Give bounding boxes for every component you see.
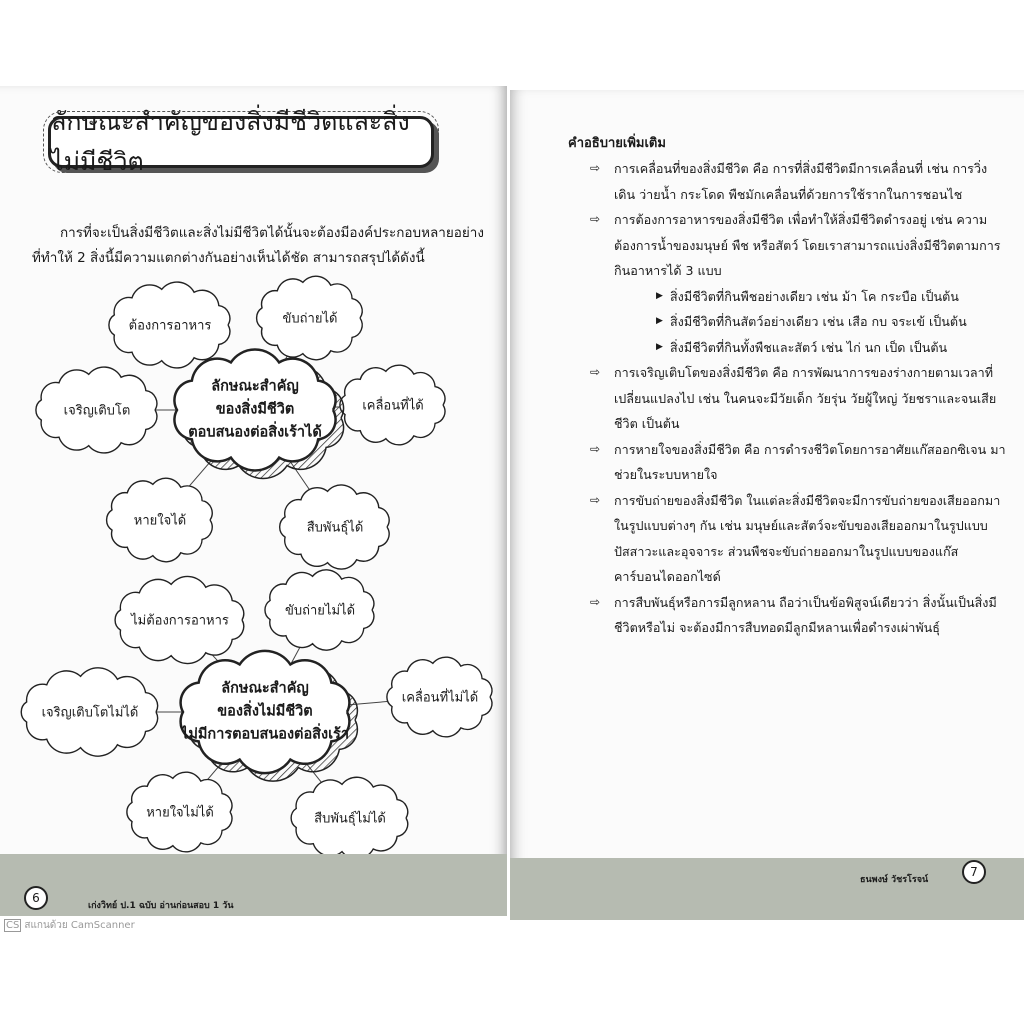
triangle-right-icon: ▶	[656, 316, 663, 326]
right-arrow-outline-icon: ⇨	[590, 441, 601, 456]
cloud-node: สืบพันธุ์ไม่ได้	[314, 811, 386, 827]
sub-list-item	[590, 284, 1010, 310]
page-number: 7	[962, 860, 986, 884]
item-text: การต้องการอาหารของสิ่งมีชีวิต เพื่อทำให้สิ่งมีชีวิตดำรงอยู่ เช่น ความต้องการน้ำของมนุษย์ พืช หรือสัตว์ โดยเราสามารถแบ่งสิ่งมีชีวิตตามการกินอาหารได้ 3 แบบ	[614, 212, 1001, 278]
list-item	[590, 437, 1010, 488]
triangle-right-icon: ▶	[656, 341, 663, 352]
list-item	[590, 207, 1010, 284]
camscanner-logo: CS	[6, 920, 20, 931]
sub-item-text: สิ่งมีชีวิตที่กินพืชอย่างเดียว เช่น ม้า โค กระบือ เป็นต้น	[670, 288, 959, 304]
cloud-node: ขับถ่ายได้	[282, 311, 338, 327]
cloud-node: สืบพันธุ์ได้	[306, 520, 364, 536]
watermark-text: สแกนด้วย CamScanner	[24, 920, 135, 931]
cloud-node: หายใจได้	[133, 513, 187, 529]
section-heading: คำอธิบายเพิ่มเติม	[568, 136, 666, 151]
central-cloud-line: ลักษณะสำคัญ	[221, 680, 309, 697]
right-arrow-outline-icon: ⇨	[590, 212, 601, 226]
scanner-watermark	[4, 918, 135, 933]
list-item	[590, 360, 1010, 437]
right-arrow-outline-icon: ⇨	[590, 161, 601, 175]
central-cloud	[188, 376, 322, 445]
footer-band	[510, 858, 1024, 920]
cloud-node: เคลื่อนที่ได้	[362, 398, 424, 414]
central-cloud-line: ลักษณะสำคัญ	[211, 378, 299, 395]
sub-list-item	[590, 335, 1010, 361]
cloud-node: เจริญเติบโต	[63, 403, 131, 419]
left-page	[0, 86, 507, 916]
item-text: การขับถ่ายของสิ่งมีชีวิต ในแต่ละสิ่งมีชีวิตจะมีการขับถ่ายของเสียออกมาในรูปแบบต่างๆ กัน เช่น มนุษย์และสัตว์จะขับของเสียออกมาในรูปแบบปัสสาวะและอุจจาระ ส่วนพืชจะขับถ่ายออกมาในรูปแบบของแก๊สคาร์บอนไดออกไซด์	[614, 492, 1001, 584]
right-arrow-outline-icon: ⇨	[590, 492, 601, 507]
central-cloud-line: ของสิ่งไม่มีชีวิต	[217, 703, 313, 720]
item-text: การสืบพันธุ์หรือการมีลูกหลาน ถือว่าเป็นข้อพิสูจน์เดียวว่า สิ่งนั้นเป็นสิ่งมีชีวิตหรือไม่ จะต้องมีการสืบทอดมีลูกมีหลานเพื่อดำรงเผ่าพันธุ์	[614, 594, 997, 635]
sub-item-text: สิ่งมีชีวิตที่กินสัตว์อย่างเดียว เช่น เสือ กบ จระเข้ เป็นต้น	[670, 314, 967, 329]
list-item	[590, 488, 1010, 590]
cloud-node: เจริญเติบโตไม่ได้	[41, 705, 139, 721]
author-name: ธนพงษ์ วัชรโรจน์	[860, 875, 929, 885]
mind-map-diagrams	[0, 86, 507, 916]
central-cloud-line: ของสิ่งมีชีวิต	[215, 401, 295, 418]
sub-item-text: สิ่งมีชีวิตที่กินทั้งพืชและสัตว์ เช่น ไก่ นก เป็ด เป็นต้น	[670, 339, 948, 355]
cloud-node: ไม่ต้องการอาหาร	[131, 613, 229, 629]
right-arrow-outline-icon: ⇨	[590, 594, 601, 609]
central-cloud	[181, 678, 349, 747]
scan-background	[0, 0, 1024, 88]
cloud-node: ขับถ่ายไม่ได้	[284, 603, 356, 619]
triangle-right-icon: ▶	[656, 290, 663, 301]
central-cloud-line: ตอบสนองต่อสิ่งเร้าได้	[188, 424, 322, 441]
right-arrow-outline-icon: ⇨	[590, 365, 601, 379]
list-item	[590, 156, 1010, 207]
item-text: การหายใจของสิ่งมีชีวิต คือ การดำรงชีวิตโดยการอาศัยแก๊สออกซิเจน มาช่วยในระบบหายใจ	[614, 441, 1006, 482]
item-text: การเคลื่อนที่ของสิ่งมีชีวิต คือ การที่สิ่งมีชีวิตมีการเคลื่อนที่ เช่น การวิ่ง เดิน ว่ายน้ำ กระโดด พืชมักเคลื่อนที่ด้วยการใช้รากในการชอนไช	[614, 161, 988, 202]
central-cloud-line: ไม่มีการตอบสนองต่อสิ่งเร้า	[181, 726, 349, 743]
cloud-node: ต้องการอาหาร	[128, 318, 212, 334]
page-number: 6	[24, 886, 48, 910]
sub-list-item	[590, 309, 1010, 335]
intro-paragraph: การที่จะเป็นสิ่งมีชีวิตและสิ่งไม่มีชีวิตได้นั้นจะต้องมีองค์ประกอบหลายอย่างที่ทำให้ 2 สิ่งนี้มีความแตกต่างกันอย่างเห็นได้ชัด สามารถสรุปได้ดังนี้	[32, 225, 484, 266]
item-text: การเจริญเติบโตของสิ่งมีชีวิต คือ การพัฒนาการของร่างกายตามเวลาที่เปลี่ยนแปลงไป เช่น ในคนจะมีวัยเด็ก วัยรุ่น วัยผู้ใหญ่ วัยชราและจนเสียชีวิต เป็นต้น	[614, 365, 997, 431]
list-item	[590, 590, 1010, 641]
book-title-footer: เก่งวิทย์ ป.1 ฉบับ อ่านก่อนสอบ 1 วัน	[88, 901, 234, 911]
title-text: ลักษณะสำคัญของสิ่งมีชีวิตและสิ่งไม่มีชีวิต	[51, 107, 410, 176]
cloud-node: เคลื่อนที่ไม่ได้	[401, 690, 479, 706]
cloud-node: หายใจไม่ได้	[146, 805, 214, 821]
right-page	[510, 90, 1024, 920]
footer-band	[0, 854, 507, 916]
explanation-list	[590, 156, 1010, 641]
